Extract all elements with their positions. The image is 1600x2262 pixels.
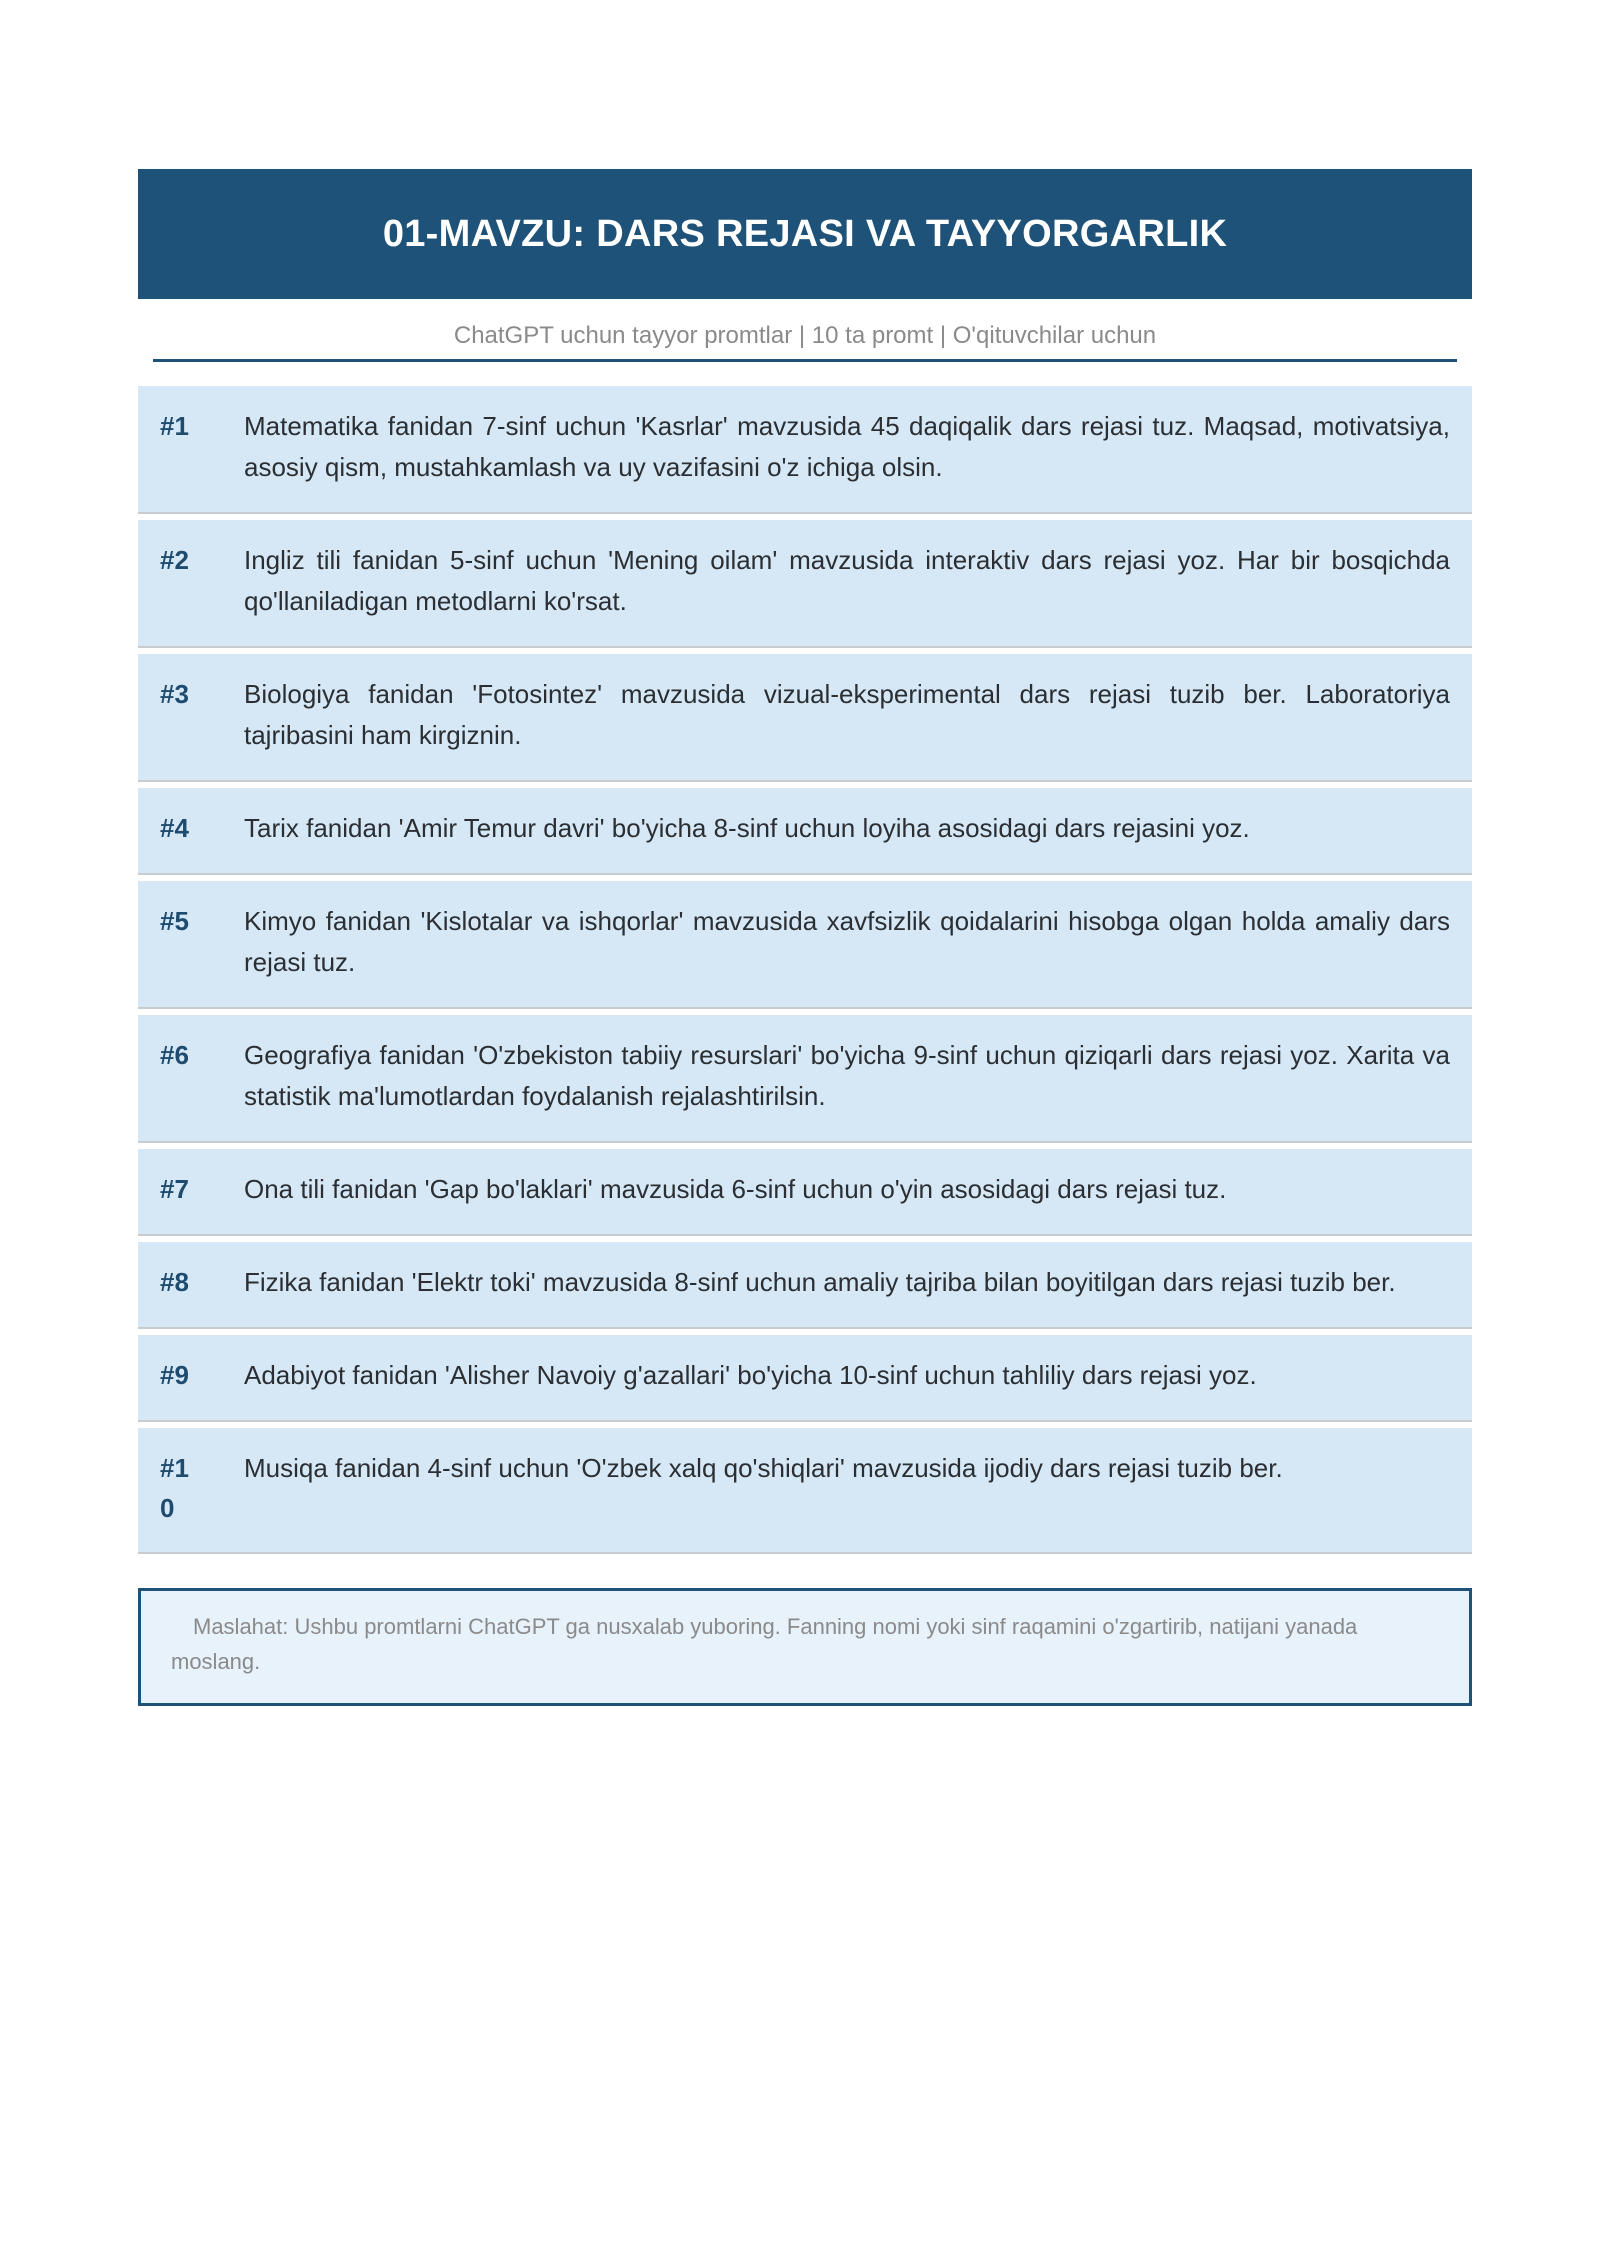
prompt-text: Ona tili fanidan 'Gap bo'laklari' mavzusida 6-sinf uchun o'yin asosidagi dars rejasi tuz. [244, 1174, 1227, 1204]
prompt-item-2 [138, 520, 1472, 648]
title-banner [138, 169, 1472, 299]
prompt-text: Musiqa fanidan 4-sinf uchun 'O'zbek xalq qo'shiqlari' mavzusida ijodiy dars rejasi tuzib ber. [244, 1453, 1283, 1483]
prompt-text: Tarix fanidan 'Amir Temur davri' bo'yicha 8-sinf uchun loyiha asosidagi dars rejasini yoz. [244, 813, 1250, 843]
prompt-item-1 [138, 386, 1472, 514]
document-page [138, 169, 1472, 1706]
page-title: 01-MAVZU: DARS REJASI VA TAYYORGARLIK [382, 212, 1228, 255]
prompt-number: #6 [160, 1040, 189, 1070]
page-subtitle: ChatGPT uchun tayyor promtlar | 10 ta promt | O'qituvchilar uchun [453, 322, 1157, 349]
prompt-text: Adabiyot fanidan 'Alisher Navoiy g'azallari' bo'yicha 10-sinf uchun tahliliy dars rejasi yoz. [244, 1360, 1257, 1390]
prompt-text: Kimyo fanidan 'Kislotalar va ishqorlar' mavzusida xavfsizlik qoidalarini hisobga olgan holda amaliy dars rejasi tuz. [244, 906, 1450, 977]
prompt-item-4 [138, 788, 1472, 875]
prompt-number: #7 [160, 1174, 189, 1204]
prompt-text: Geografiya fanidan 'O'zbekiston tabiiy resurslari' bo'yicha 9-sinf uchun qiziqarli dars rejasi yoz. Xarita va statistik ma'lumotlardan foydalanish rejalashtirilsin. [244, 1040, 1450, 1111]
prompt-list [138, 386, 1472, 1554]
prompt-number: #4 [160, 813, 189, 843]
prompt-text: Ingliz tili fanidan 5-sinf uchun 'Mening oilam' mavzusida interaktiv dars rejasi yoz. Har bir bosqichda qo'llaniladigan metodlarni ko'rsat. [244, 545, 1450, 616]
tip-box [138, 1588, 1472, 1706]
prompt-item-9 [138, 1335, 1472, 1422]
prompt-item-3 [138, 654, 1472, 782]
prompt-item-8 [138, 1242, 1472, 1329]
tip-text: Maslahat: Ushbu promtlarni ChatGPT ga nusxalab yuboring. Fanning nomi yoki sinf raqamini o'zgartirib, natijani yanada moslang. [171, 1614, 1358, 1674]
subtitle-divider [153, 359, 1457, 362]
prompt-item-7 [138, 1149, 1472, 1236]
prompt-item-10 [138, 1428, 1472, 1554]
prompt-text: Matematika fanidan 7-sinf uchun 'Kasrlar' mavzusida 45 daqiqalik dars rejasi tuz. Maqsad, motivatsiya, asosiy qism, mustahkamlash va uy vazifasini o'z ichiga olsin. [244, 411, 1450, 482]
prompt-number: #1 [160, 411, 189, 441]
prompt-number: #3 [160, 679, 189, 709]
prompt-text: Biologiya fanidan 'Fotosintez' mavzusida vizual-eksperimental dars rejasi tuzib ber. Laboratoriya tajribasini ham kirgiznin. [244, 679, 1450, 750]
prompt-item-5 [138, 881, 1472, 1009]
prompt-number: #10 [160, 1453, 189, 1523]
prompt-number: #8 [160, 1267, 189, 1297]
prompt-item-6 [138, 1015, 1472, 1143]
prompt-text: Fizika fanidan 'Elektr toki' mavzusida 8-sinf uchun amaliy tajriba bilan boyitilgan dars rejasi tuzib ber. [244, 1267, 1396, 1297]
prompt-number: #5 [160, 906, 189, 936]
prompt-number: #9 [160, 1360, 189, 1390]
prompt-number: #2 [160, 545, 189, 575]
